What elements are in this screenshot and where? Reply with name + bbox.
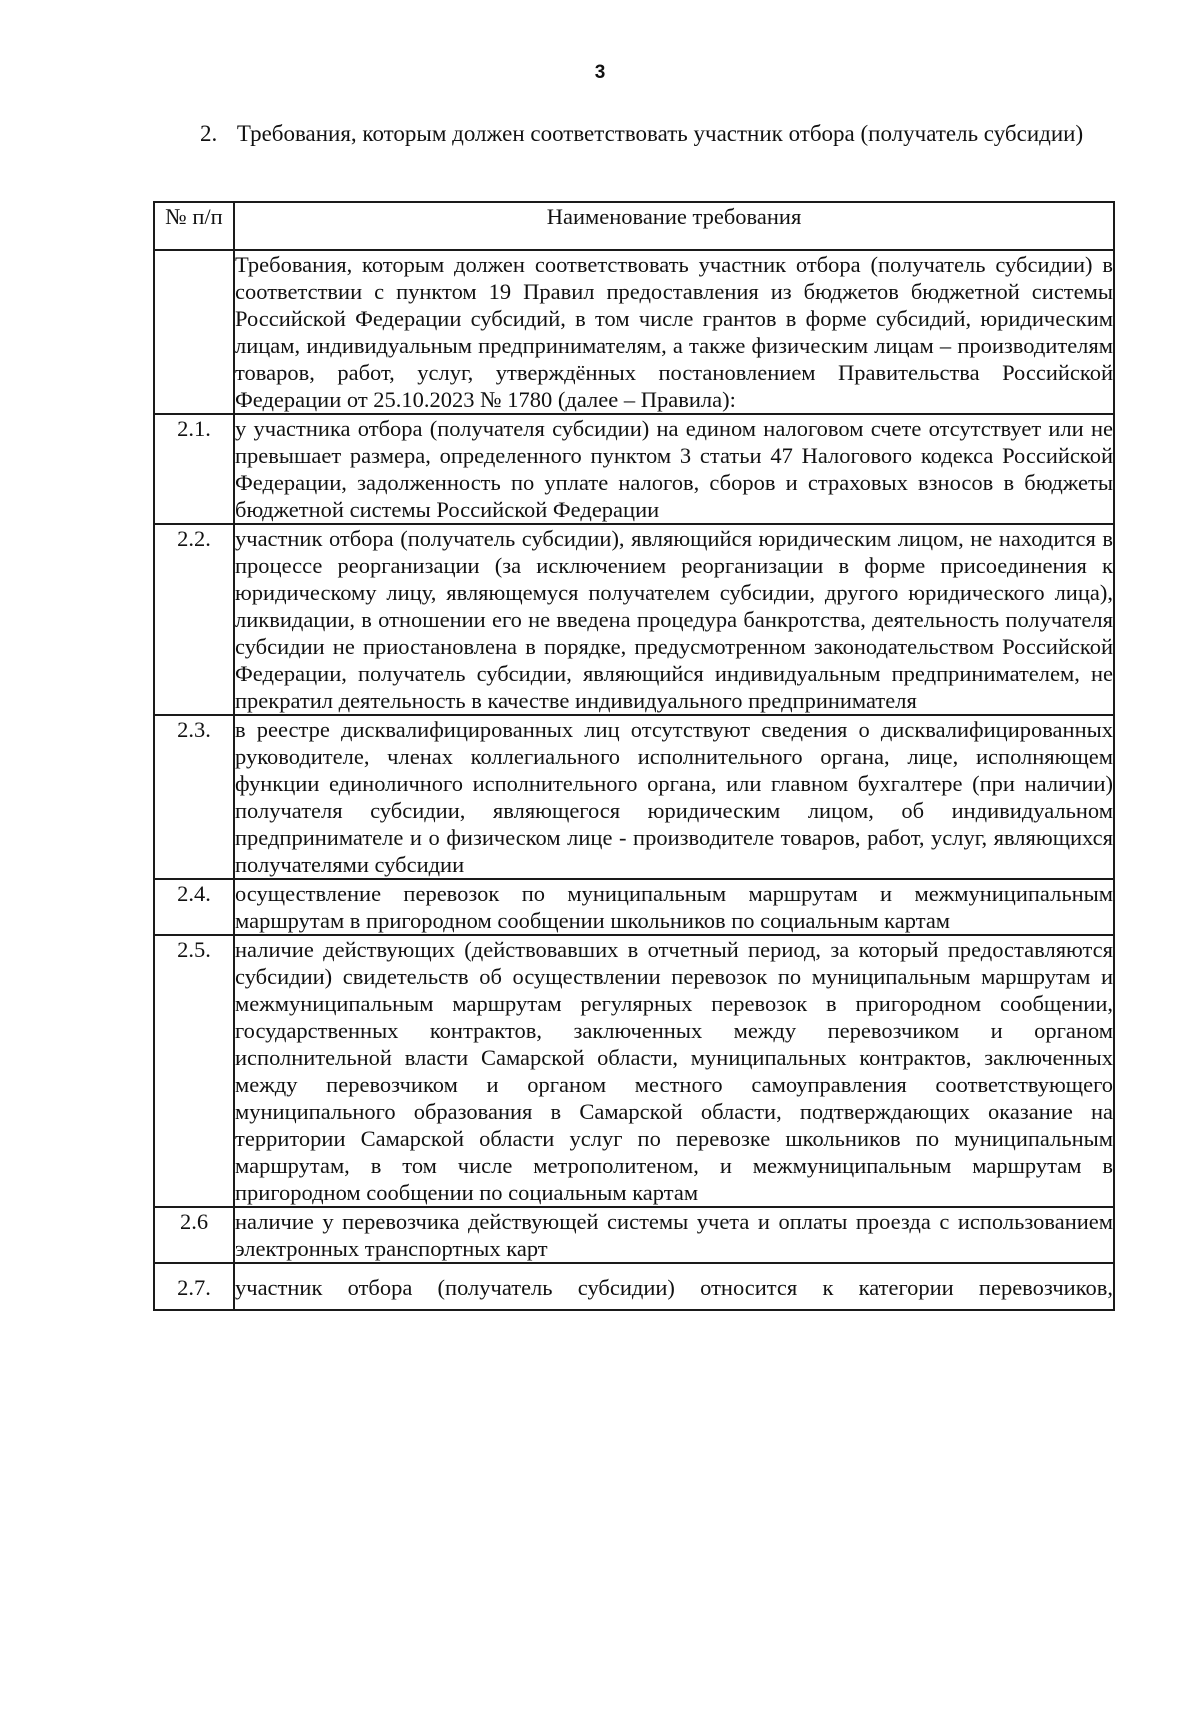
table-row [154, 715, 1114, 879]
row-number: 2.2. [154, 524, 234, 715]
table-row [154, 414, 1114, 524]
requirements-table [153, 201, 1115, 1311]
row-number: 2.4. [154, 879, 234, 935]
row-text: Требования, которым должен соответствовать участник отбора (получатель субсидии) в соответствии с пунктом 19 Правил предоставления из бюджетов бюджетной системы Российской Федерации субсидий, в том числе грантов в форме субсидий, юридическим лицам, индивидуальным предпринимателям, а также физическим лицам – производителям товаров, работ, услуг, утверждённых постановлением Правительства Российской Федерации от 25.10.2023 № 1780 (далее – Правила): [235, 252, 1113, 412]
row-text: у участника отбора (получателя субсидии) на едином налоговом счете отсутствует или не превышает размера, определенного пунктом 3 статьи 47 Налогового кодекса Российской Федерации, задолженность по уплате налогов, сборов и страховых взносов в бюджеты бюджетной системы Российской Федерации [235, 416, 1113, 522]
row-number: 2.6 [154, 1207, 234, 1263]
row-text: в реестре дисквалифицированных лиц отсутствуют сведения о дисквалифицированных руководителе, членах коллегиального исполнительного органа, лице, исполняющем функции единоличного исполнительного органа, или главном бухгалтере (при наличии) получателя субсидии, являющегося юридическим лицом, об индивидуальном предпринимателе и о физическом лице - производителе товаров, работ, услуг, являющихся получателями субсидии [235, 717, 1113, 877]
row-text: наличие действующих (действовавших в отчетный период, за который предоставляются субсидии) свидетельств об осуществлении перевозок по муниципальным маршрутам и межмуниципальным маршрутам регулярных перевозок в пригородном сообщении, государственных контрактов, заключенных между перевозчиком и органом исполнительной власти Самарской области, муниципальных контрактов, заключенных между перевозчиком и органом местного самоуправления соответствующего муниципального образования в Самарской области, подтверждающих оказание на территории Самарской области услуг по перевозке школьников по муниципальным маршрутам, в том числе метрополитеном, и межмуниципальным маршрутам в пригородном сообщении по социальным картам [235, 937, 1113, 1205]
row-number [154, 250, 234, 414]
page-number: 3 [594, 62, 606, 83]
table-header-row [154, 202, 1114, 250]
table-row [154, 935, 1114, 1207]
row-text: осуществление перевозок по муниципальным маршрутам и межмуниципальным маршрутам в пригородном сообщении школьников по социальным картам [235, 881, 1113, 933]
column-header-name: Наименование требования [234, 202, 1114, 250]
row-number: 2.1. [154, 414, 234, 524]
table-row [154, 524, 1114, 715]
row-text: участник отбора (получатель субсидии) относится к категории перевозчиков, [234, 1263, 1114, 1310]
section-title: Требования, которым должен соответствовать участник отбора (получатель субсидии) [236, 121, 1084, 146]
row-text: участник отбора (получатель субсидии), являющийся юридическим лицом, не находится в процессе реорганизации (за исключением реорганизации в форме присоединения к юридическому лицу, являющемуся получателем субсидии, другого юридического лица), ликвидации, в отношении его не введена процедура банкротства, деятельность получателя субсидии не приостановлена в порядке, предусмотренном законодательством Российской Федерации, получатель субсидии, являющийся индивидуальным предпринимателем, не прекратил деятельность в качестве индивидуального предпринимателя [235, 526, 1113, 713]
table-row [154, 879, 1114, 935]
table-row [154, 1207, 1114, 1263]
row-text: наличие у перевозчика действующей системы учета и оплаты проезда с использованием электронных транспортных карт [235, 1209, 1113, 1261]
section-number: 2. [200, 121, 218, 146]
row-number: 2.3. [154, 715, 234, 879]
row-number: 2.7. [154, 1263, 234, 1310]
table-row [154, 1263, 1114, 1310]
column-header-number: № п/п [154, 202, 234, 250]
row-number: 2.5. [154, 935, 234, 1207]
table-row [154, 250, 1114, 414]
